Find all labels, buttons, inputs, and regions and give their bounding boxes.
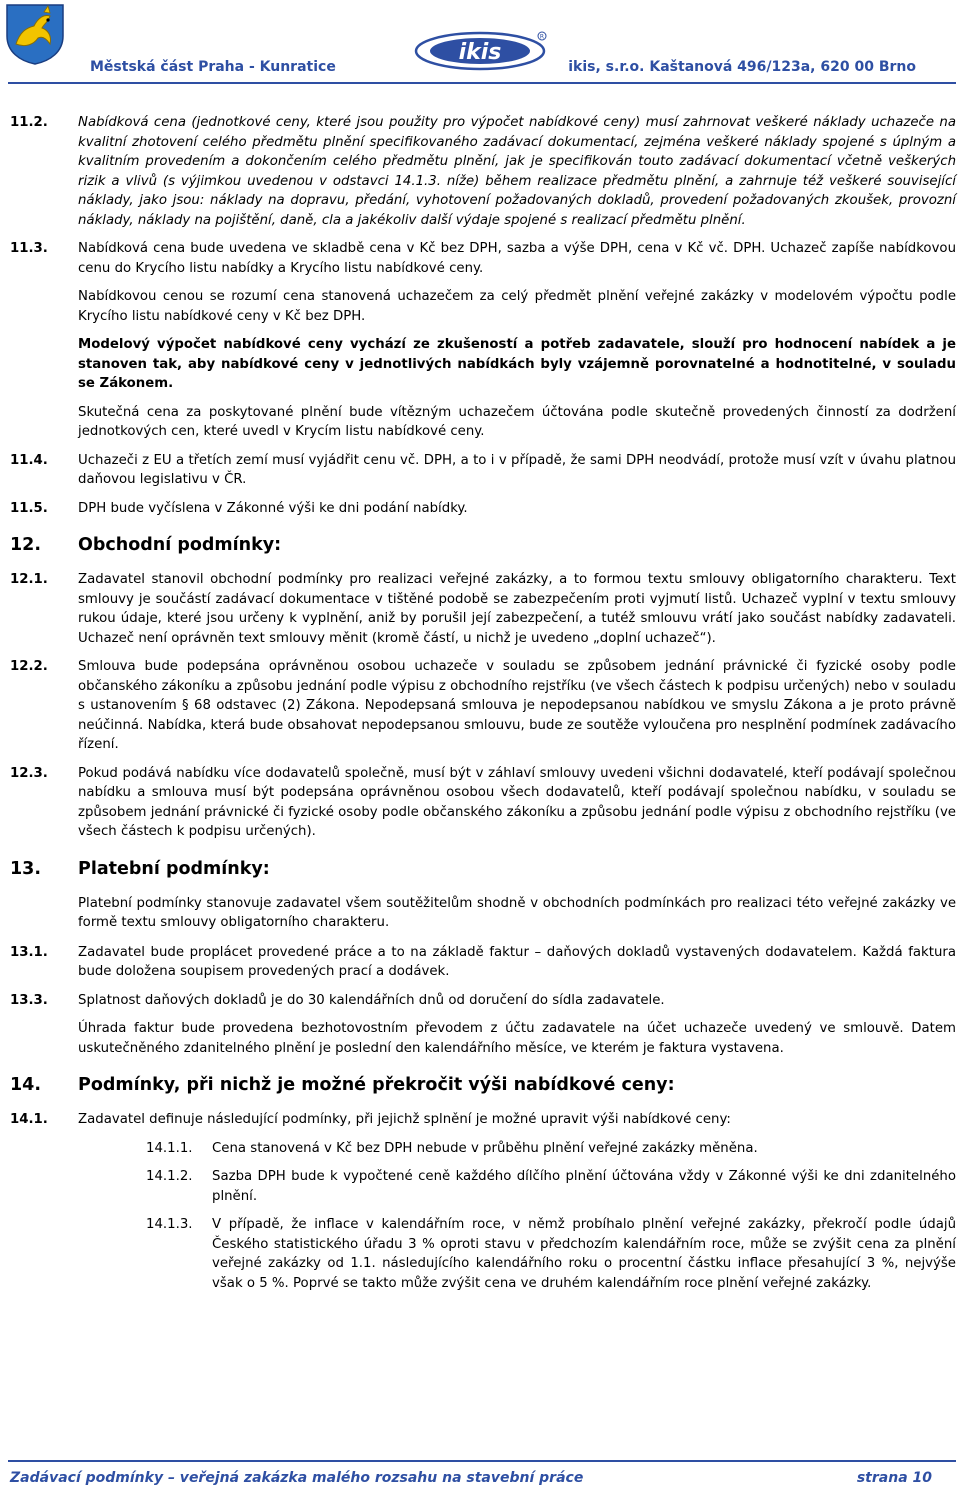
clause-12-3 (10, 764, 956, 842)
paragraph-bold: Modelový výpočet nabídkové ceny vychází ze zkušeností a potřeb zadavatele, slouží pro hodnocení nabídek a je stanoven tak, aby nabídkové ceny v jednotlivých nabídkách byly vzájemně porovnatelné a hodnotitelné, v souladu se Zákonem. (78, 337, 956, 391)
clause-number: 12.2. (10, 659, 48, 674)
clause-text: Pokud podává nabídku více dodavatelů společně, musí být v záhlaví smlouvy uvedeni všichni dodavatelé, kteří podávají společnou nabídku a smlouva musí být podepsána oprávněnou osobou všech dodavatelů, kteří podávají společnou nabídku, v souladu se způsobem jednání právnické či fyzické osoby podle občanského zákoníku a způsobu jednání podle výpisu z obchodního rejstříku (ve všech částech k podpisu určených). (78, 765, 956, 839)
clause-text: Zadavatel definuje následující podmínky, při jejichž splnění je možné upravit výši nabídkové ceny: (78, 1112, 731, 1127)
header-company-address: ikis, s.r.o. Kaštanová 496/123a, 620 00 Brno (568, 59, 916, 75)
clause-11-3 (10, 239, 956, 442)
section-number: 12. (10, 535, 42, 555)
header-municipality: Městská část Praha - Kunratice (90, 59, 336, 75)
clause-text (78, 991, 956, 1059)
footer-page-number: strana 10 (856, 1470, 932, 1486)
clause-11-5 (10, 499, 956, 519)
paragraph: Nabídková cena bude uvedena ve skladbě cena v Kč bez DPH, sazba a výše DPH, cena v Kč vč. DPH. Uchazeč zapíše nabídkovou cenu do Krycího listu nabídky a Krycího listu nabídkové ceny. (78, 241, 956, 276)
logo-text: ikis (458, 40, 502, 65)
clause-number: 14.1. (10, 1112, 48, 1127)
section-number: 14. (10, 1075, 42, 1095)
clause-number: 12.3. (10, 765, 48, 781)
clause-number: 11.5. (10, 500, 48, 516)
clause-text: Zadavatel stanovil obchodní podmínky pro realizaci veřejné zakázky, a to formou textu smlouvy obligatorního charakteru. Text smlouvy je součástí zadávací dokumentace v tištěné podobě se zabezpečením proti vyjmutí listů. Uchazeč vyplní v textu smlouvy rukou údaje, které jsou určeny k vyplnění, aniž by porušil její zabezpečení, a tutéž smlouvu vrátí jako součást nabídky zadavateli. Uchazeč není oprávněn text smlouvy měnit (kromě částí, u nichž je uvedeno „doplní uchazeč“). (78, 572, 956, 646)
clause-text (78, 239, 956, 442)
section-number: 13. (10, 858, 42, 879)
paragraph: Nabídkovou cenou se rozumí cena stanovená uchazečem za celý předmět plnění veřejné zakázky v modelovém výpočtu podle Krycího listu nabídkové ceny v Kč bez DPH. (78, 289, 956, 324)
svg-text:R: R (539, 33, 545, 41)
subclause-text: Cena stanovená v Kč bez DPH nebude v průběhu plnění veřejné zakázky měněna. (212, 1140, 758, 1156)
paragraph: Skutečná cena za poskytované plnění bude vítězným uchazečem účtována podle skutečně provedených činností za dodržení jednotkových cen, které uvedl v Krycím listu nabídkové ceny. (78, 404, 956, 439)
clause-13-3 (10, 991, 956, 1059)
footer-divider (8, 1460, 956, 1462)
clause-number: 11.4. (10, 452, 48, 468)
clause-text: DPH bude vyčíslena v Zákonné výši ke dni podání nabídky. (78, 500, 468, 516)
subclause-number: 14.1.1. (146, 1140, 193, 1156)
subclause-text: V případě, že inflace v kalendářním roce, v němž probíhalo plnění veřejné zakázky, překročí podle údajů Českého statistického úřadu 3 % oproti stavu v předchozím kalendářním roce, může se zvýšit cena za plnění veřejné zakázky od 1.1. následujícího kalendářního roku o procentní částku inflace přesahující 3 %, nejvýše však o 5 %. Poprvé se takto může zvýšit cena ve druhém kalendářním roce plnění veřejné zakázky. (212, 1217, 956, 1291)
section-intro: Platební podmínky stanovuje zadavatel všem soutěžitelům shodně v obchodních podmínkách pro realizaci této veřejné zakázky ve formě textu smlouvy obligatorního charakteru. (78, 895, 956, 930)
clause-number: 11.3. (10, 241, 48, 256)
clause-number: 13.3. (10, 992, 48, 1008)
clause-text: Zadavatel bude proplácet provedené práce a to na základě faktur – daňových dokladů vystavených dodavatelem. Každá faktura bude doložena soupisem provedených prací a dodávek. (78, 944, 956, 979)
document-body (10, 113, 956, 1302)
subclause-14-1-3 (146, 1215, 956, 1293)
paragraph: Splatnost daňových dokladů je do 30 kalendářních dnů od doručení do sídla zadavatele. (78, 992, 665, 1008)
clause-11-4 (10, 451, 956, 490)
section-heading-14 (10, 1073, 956, 1097)
subclause-number: 14.1.2. (146, 1169, 193, 1184)
section-heading-12 (10, 533, 956, 557)
clause-14-1 (10, 1110, 956, 1130)
coat-of-arms-icon (4, 2, 66, 66)
clause-text: Smlouva bude podepsána oprávněnou osobou uchazeče v souladu se způsobem jednání právnické či fyzické osoby podle občanského zákoníku a způsobu jednání podle výpisu z obchodního rejstříku (ve všech částech k podpisu určených) nebo v souladu s ustanovením § 68 odstavec (2) Zákona. Nepodepsaná smlouva je nepodepsanou nabídkou ve smyslu Zákona a je proto právně neúčinná. Nabídka, která bude obsahovat nepodepsanou smlouvu, bude ze soutěže vyloučena pro nesplnění podmínek zadávacího řízení. (78, 659, 956, 752)
clause-12-2 (10, 657, 956, 755)
page-header (0, 0, 960, 86)
paragraph: Úhrada faktur bude provedena bezhotovostním převodem z účtu zadavatele na účet uchazeče uvedený ve smlouvě. Datem uskutečněného zdanitelného plnění je poslední den kalendářního měsíce, ve kterém je faktura vystavena. (78, 1021, 956, 1056)
clause-number: 11.2. (10, 115, 48, 130)
clause-number: 12.1. (10, 572, 48, 587)
clause-text: Nabídková cena (jednotkové ceny, které jsou použity pro výpočet nabídkové ceny) musí zahrnovat veškeré náklady uchazeče na kvalitní zhotovení celého předmětu plnění specifikovaného zadávací dokumentací, zejména veškeré náklady spojené s úplným a kvalitním provedením a dokončením celého předmětu plnění, jak je specifikován touto zadávací dokumentací včetně veškerých rizik a vlivů (s výjimkou uvedenou v odstavci 14.1.3. níže) během realizace předmětu plnění, a zahrnuje též veškeré související náklady, jako jsou: náklady na dopravu, předání, vyhotovení požadovaných dokladů, provedení požadovaných zkoušek, provozní náklady, náklady na pojištění, daně, cla a jakékoliv další výdaje spojené s realizací předmětu plnění. (78, 115, 956, 228)
footer-document-title: Zadávací podmínky – veřejná zakázka malého rozsahu na stavební práce (10, 1470, 584, 1486)
clause-text: Uchazeči z EU a třetích zemí musí vyjádřit cenu vč. DPH, a to i v případě, že sami DPH neodvádí, protože musí vzít v úvahu platnou daňovou legislativu v ČR. (78, 452, 956, 487)
clause-12-1 (10, 570, 956, 648)
subclause-14-1-2 (146, 1167, 956, 1206)
section-title: Obchodní podmínky: (78, 535, 282, 555)
header-divider (8, 82, 956, 84)
section-heading-13 (10, 857, 956, 881)
ikis-logo-icon (414, 30, 550, 72)
clause-11-2 (10, 113, 956, 230)
section-title: Platební podmínky: (78, 858, 270, 879)
subclause-number: 14.1.3. (146, 1217, 193, 1232)
clause-13-1 (10, 943, 956, 982)
clause-number: 13.1. (10, 944, 48, 960)
subclause-14-1-1 (146, 1139, 956, 1159)
section-title: Podmínky, při nichž je možné překročit výši nabídkové ceny: (78, 1075, 675, 1095)
subclause-text: Sazba DPH bude k vypočtené ceně každého dílčího plnění účtována vždy v Zákonné výši ke dni zdanitelného plnění. (212, 1169, 956, 1204)
